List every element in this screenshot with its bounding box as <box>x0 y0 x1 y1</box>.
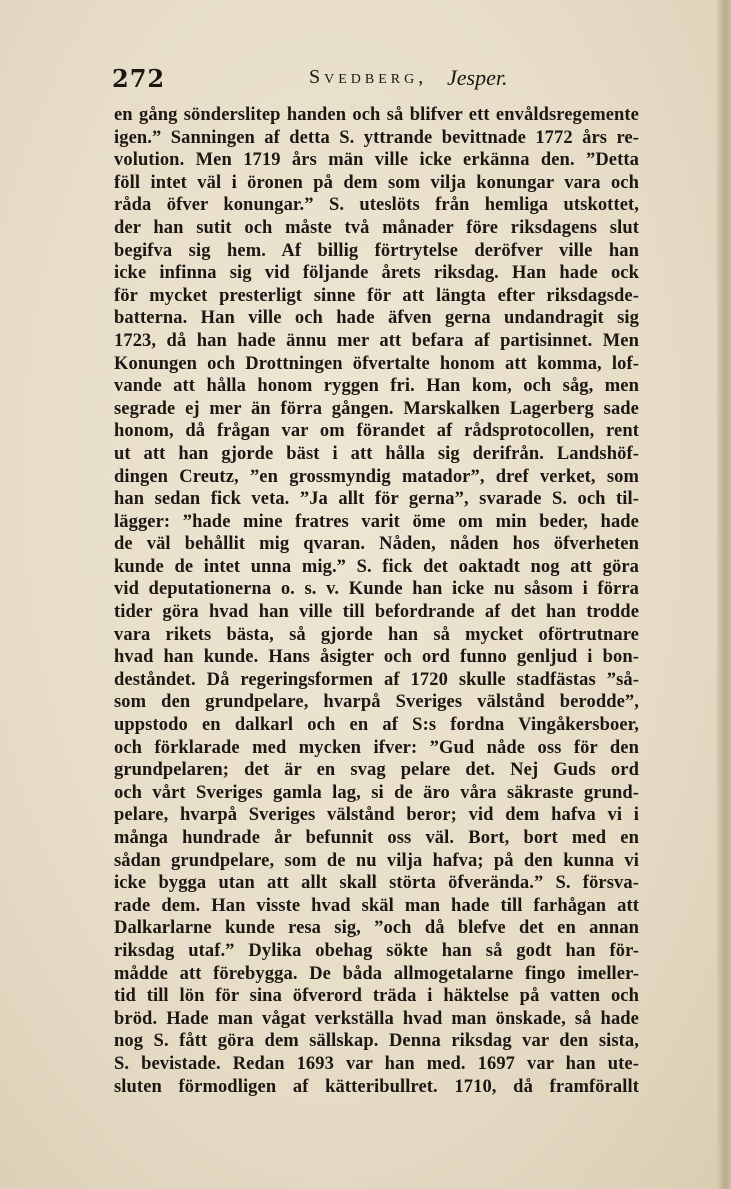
text-line: icke bygga utan att allt skall störta öfverända.” S. försva- <box>114 873 639 894</box>
text-line: sluten förmodligen af kätteribullret. 1710, då framförallt <box>114 1076 639 1097</box>
text-line: Konungen och Drottningen öfvertalte honom att komma, lof- <box>114 353 639 374</box>
text-line: kunde de intet unna mig.” S. fick det oaktadt nog att göra <box>114 556 639 577</box>
text-line: riksdag utaf.” Dylika obehag sökte han så godt han för- <box>114 940 639 961</box>
text-line: honom, då frågan var om förandet af rådsprotocollen, rent <box>114 421 639 442</box>
text-line: dingen Creutz, ”en grossmyndig matador”, dref verket, som <box>114 466 639 487</box>
header-author-name: Svedberg, <box>309 66 428 88</box>
header-subtitle: Jesper. <box>447 65 508 90</box>
text-line: råda öfver konungar.” S. uteslöts från hemliga utskottet, <box>114 195 639 216</box>
text-line: mådde att förebygga. De båda allmogetalarne fingo imeller- <box>114 963 639 984</box>
page-number: 272 <box>112 64 166 93</box>
text-line: igen.” Sanningen af detta S. yttrande bevittnade 1772 års re- <box>114 127 639 148</box>
text-line: de väl behållit mig qvaran. Nåden, nåden hos öfverheten <box>114 534 639 555</box>
text-line: lägger: ”hade mine fratres varit öme om min beder, hade <box>114 511 639 532</box>
text-line: och förklarade med mycken ifver: ”Gud nåde oss för den <box>114 737 639 758</box>
text-line: tider göra hvad han ville till befordrande af det han trodde <box>114 602 639 623</box>
text-line: bröd. Hade man vågat verkställa hvad man önskade, så hade <box>114 1008 639 1029</box>
text-line: batterna. Han ville och hade äfven gerna undandragit sig <box>114 308 639 329</box>
text-line: pelare, hvarpå Sveriges välstånd beror; vid dem hafva vi i <box>114 805 639 826</box>
text-line: tid till lön för sina öfverord träda i häktelse på vatten och <box>114 986 639 1007</box>
text-line: hvad han kunde. Hans åsigter och ord funno genljud i bon- <box>114 647 639 668</box>
body-text <box>114 104 639 1098</box>
text-line: icke infinna sig vid följande årets riksdag. Han hade ock <box>114 263 639 284</box>
text-line: ut att han gjorde bäst i att hålla sig derifrån. Landshöf- <box>114 443 639 464</box>
text-line: nog S. fått göra dem sällskap. Denna riksdag var den sista, <box>114 1031 639 1052</box>
text-line: rade dem. Han visste hvad skäl man hade till farhågan att <box>114 895 639 916</box>
text-line: uppstodo en dalkarl och en af S:s fordna Vingåkersboer, <box>114 715 639 736</box>
text-line: som den grundpelare, hvarpå Sveriges välstånd berodde”, <box>114 692 639 713</box>
text-line: och vårt Sveriges gamla lag, si de äro våra säkraste grund- <box>114 782 639 803</box>
text-line: segrade ej mer än förra gången. Marskalken Lagerberg sade <box>114 398 639 419</box>
text-line: deståndet. Då regeringsformen af 1720 skulle stadfästas ”så- <box>114 669 639 690</box>
text-line: der han sutit och måste två månader före riksdagens slut <box>114 217 639 238</box>
page-edge <box>717 0 731 1189</box>
text-line: S. bevistade. Redan 1693 var han med. 1697 var han ute- <box>114 1053 639 1074</box>
text-line: vid deputationerna o. s. v. Kunde han icke nu såsom i förra <box>114 579 639 600</box>
text-line: grundpelaren; det är en svag pelare det. Nej Guds ord <box>114 760 639 781</box>
text-line: han sedan fick veta. ”Ja allt för gerna”, svarade S. och til- <box>114 489 639 510</box>
text-line: 1723, då han hade ännu mer att befara af partisinnet. Men <box>114 330 639 351</box>
text-line: vara rikets bästa, så gjorde han så mycket oförtrutnare <box>114 624 639 645</box>
text-line: volution. Men 1719 års män ville icke erkänna den. ”Detta <box>114 150 639 171</box>
text-line: sådan grundpelare, som de nu vilja hafva; på den kunna vi <box>114 850 639 871</box>
text-line: för mycket presterligt sinne för att längta efter riksdagsde- <box>114 285 639 306</box>
running-head <box>112 58 632 98</box>
text-line: många hundrade år befunnit oss väl. Bort, bort med en <box>114 828 639 848</box>
text-line: begifva sig hem. Af billig förtrytelse deröfver ville han <box>114 240 639 261</box>
text-line: vande att hålla honom ryggen fri. Han kom, och såg, men <box>114 376 639 397</box>
text-line: Dalkarlarne kunde resa sig, ”och då blefve det en annan <box>114 918 639 939</box>
text-line: en gång sönderslitер handen och så blifver ett envåldsregemente <box>114 105 639 125</box>
text-line: föll intet väl i öronen på dem som vilja konungar vara och <box>114 172 639 193</box>
